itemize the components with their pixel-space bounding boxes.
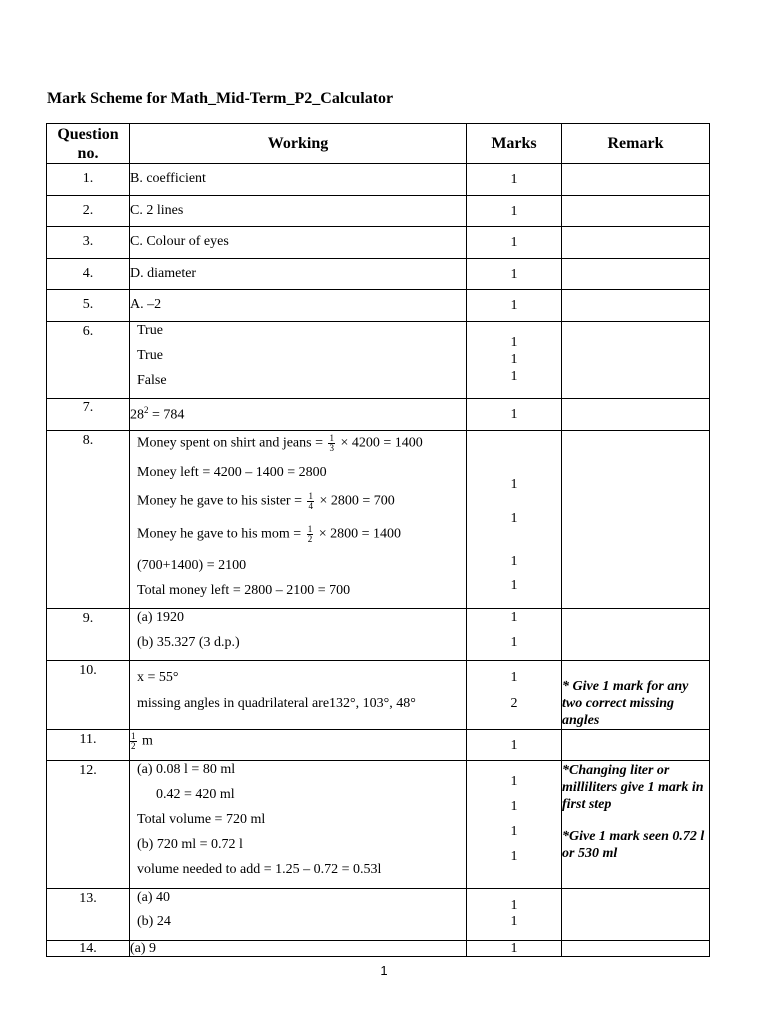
working-line: (a) 0.08 l = 80 ml xyxy=(137,762,236,777)
table-row xyxy=(47,941,710,957)
question-number: 2. xyxy=(47,196,130,227)
table-row xyxy=(47,196,710,227)
marks-cell xyxy=(467,609,562,661)
exponent: 2 xyxy=(144,405,149,415)
remark-cell xyxy=(562,259,710,290)
mark-value: 1 xyxy=(510,635,518,650)
working-cell: D. diameter xyxy=(130,259,467,290)
marks-cell: 1 xyxy=(467,164,562,196)
working-cell xyxy=(130,399,467,431)
mark-value: 1 xyxy=(510,799,518,814)
working-line: Money left = 4200 – 1400 = 2800 xyxy=(137,465,327,480)
working-cell xyxy=(130,889,467,941)
question-number: 9. xyxy=(47,609,130,661)
remark-cell xyxy=(562,290,710,322)
fraction: $\frac{1}{4}$ xyxy=(308,491,313,511)
mark-value: 1 xyxy=(510,824,518,839)
table-row xyxy=(47,164,710,196)
mark-value: 1 xyxy=(510,477,518,492)
mark-value: 1 xyxy=(510,914,518,929)
mark-value: 1 xyxy=(510,610,518,625)
mark-value: 1 xyxy=(510,898,518,913)
marks-cell xyxy=(467,431,562,609)
mark-value: 1 xyxy=(510,511,518,526)
remark-cell xyxy=(562,761,710,889)
marks-cell: 1 xyxy=(467,196,562,227)
table-row xyxy=(47,227,710,259)
mark-scheme-table xyxy=(46,123,710,957)
working-cell xyxy=(130,431,467,609)
working-line: x = 55° xyxy=(137,670,179,685)
question-number: 11. xyxy=(47,730,130,761)
mark-value: 1 xyxy=(510,369,518,384)
working-cell xyxy=(130,761,467,889)
marks-cell xyxy=(467,661,562,730)
question-number: 6. xyxy=(47,322,130,399)
mark-value: 2 xyxy=(510,696,518,711)
working-line: Total money left = 2800 – 2100 = 700 xyxy=(137,583,351,598)
fraction: $\frac{1}{2}$ xyxy=(131,731,136,751)
table-row xyxy=(47,259,710,290)
working-cell xyxy=(130,322,467,399)
working-cell xyxy=(130,730,467,761)
marks-cell: 1 xyxy=(467,399,562,431)
remark-cell: * Give 1 mark for any two correct missing angles xyxy=(562,661,710,730)
working-line: Money he gave to his mom = $\frac{1}{2}$ × 2800 = 1400 xyxy=(137,524,402,544)
mark-value: 1 xyxy=(510,774,518,789)
table-row xyxy=(47,730,710,761)
fraction: $\frac{1}{2}$ xyxy=(307,524,313,544)
question-number: 13. xyxy=(47,889,130,941)
question-number: 10. xyxy=(47,661,130,730)
table-row xyxy=(47,322,710,399)
question-number: 14. xyxy=(47,941,130,957)
question-number: 8. xyxy=(47,431,130,609)
table-row xyxy=(47,609,710,661)
working-line: (a) 40 xyxy=(137,890,171,905)
marks-cell: 1 xyxy=(467,259,562,290)
working-line: volume needed to add = 1.25 – 0.72 = 0.53l xyxy=(137,862,382,877)
working-cell xyxy=(130,661,467,730)
table-row xyxy=(47,761,710,889)
document-title: Mark Scheme for Math_Mid-Term_P2_Calculator xyxy=(47,90,394,107)
remark-text: *Changing liter or milliliters give 1 mark in first step xyxy=(562,763,704,812)
working-cell: (a) 9 xyxy=(130,941,467,957)
working-cell xyxy=(130,609,467,661)
working-line: (b) 35.327 (3 d.p.) xyxy=(137,635,240,650)
fraction: $\frac{1}{3}$ xyxy=(329,433,334,453)
table-row xyxy=(47,399,710,431)
marks-cell xyxy=(467,889,562,941)
remark-cell xyxy=(562,889,710,941)
working-line: = 784 xyxy=(148,407,185,423)
page-number: 1 xyxy=(380,963,388,978)
table-row xyxy=(47,290,710,322)
working-line: 28 xyxy=(130,407,144,423)
working-line: 0.42 = 420 ml xyxy=(156,787,235,802)
marks-cell: 1 xyxy=(467,290,562,322)
remark-cell xyxy=(562,196,710,227)
marks-cell: 1 xyxy=(467,227,562,259)
remark-cell xyxy=(562,164,710,196)
table-row xyxy=(47,889,710,941)
working-line: m xyxy=(138,733,153,749)
marks-cell: 1 xyxy=(467,941,562,957)
marks-cell xyxy=(467,322,562,399)
mark-value: 1 xyxy=(510,335,518,350)
table-header-row xyxy=(47,124,710,164)
question-number: 3. xyxy=(47,227,130,259)
remark-cell xyxy=(562,941,710,957)
question-number: 12. xyxy=(47,761,130,889)
working-line: missing angles in quadrilateral are132°, 103°, 48° xyxy=(137,696,416,711)
remark-cell xyxy=(562,322,710,399)
working-line: (b) 720 ml = 0.72 l xyxy=(137,837,243,852)
mark-value: 1 xyxy=(510,578,518,593)
remark-cell xyxy=(562,431,710,609)
working-line: Money he gave to his sister = $\frac{1}{4}$ × 2800 = 700 xyxy=(137,491,395,511)
table-row xyxy=(47,661,710,730)
working-cell: C. Colour of eyes xyxy=(130,227,467,259)
remark-cell xyxy=(562,609,710,661)
working-line: True xyxy=(137,323,163,338)
working-line: (a) 1920 xyxy=(137,610,185,625)
remark-text: *Give 1 mark seen 0.72 l or 530 ml xyxy=(562,829,705,861)
header-marks: Marks xyxy=(467,124,562,164)
working-line: (b) 24 xyxy=(137,914,171,929)
mark-value: 1 xyxy=(510,554,518,569)
marks-cell: 1 xyxy=(467,730,562,761)
working-line: True xyxy=(137,348,163,363)
working-line: False xyxy=(137,373,167,388)
header-working: Working xyxy=(130,124,467,164)
table-row xyxy=(47,431,710,609)
working-cell: B. coefficient xyxy=(130,164,467,196)
remark-cell xyxy=(562,399,710,431)
question-number: 7. xyxy=(47,399,130,431)
marks-cell xyxy=(467,761,562,889)
mark-value: 1 xyxy=(510,352,518,367)
header-question-no: Question no. xyxy=(47,124,130,164)
working-line: Total volume = 720 ml xyxy=(137,812,266,827)
question-number: 1. xyxy=(47,164,130,196)
mark-value: 1 xyxy=(510,849,518,864)
remark-cell xyxy=(562,730,710,761)
question-number: 4. xyxy=(47,259,130,290)
working-cell: A. –2 xyxy=(130,290,467,322)
working-cell: C. 2 lines xyxy=(130,196,467,227)
mark-value: 1 xyxy=(510,670,518,685)
working-line: (700+1400) = 2100 xyxy=(137,558,247,573)
question-number: 5. xyxy=(47,290,130,322)
header-remark: Remark xyxy=(562,124,710,164)
working-line: Money spent on shirt and jeans = $\frac{1}{3}$ × 4200 = 1400 xyxy=(137,433,423,453)
remark-cell xyxy=(562,227,710,259)
